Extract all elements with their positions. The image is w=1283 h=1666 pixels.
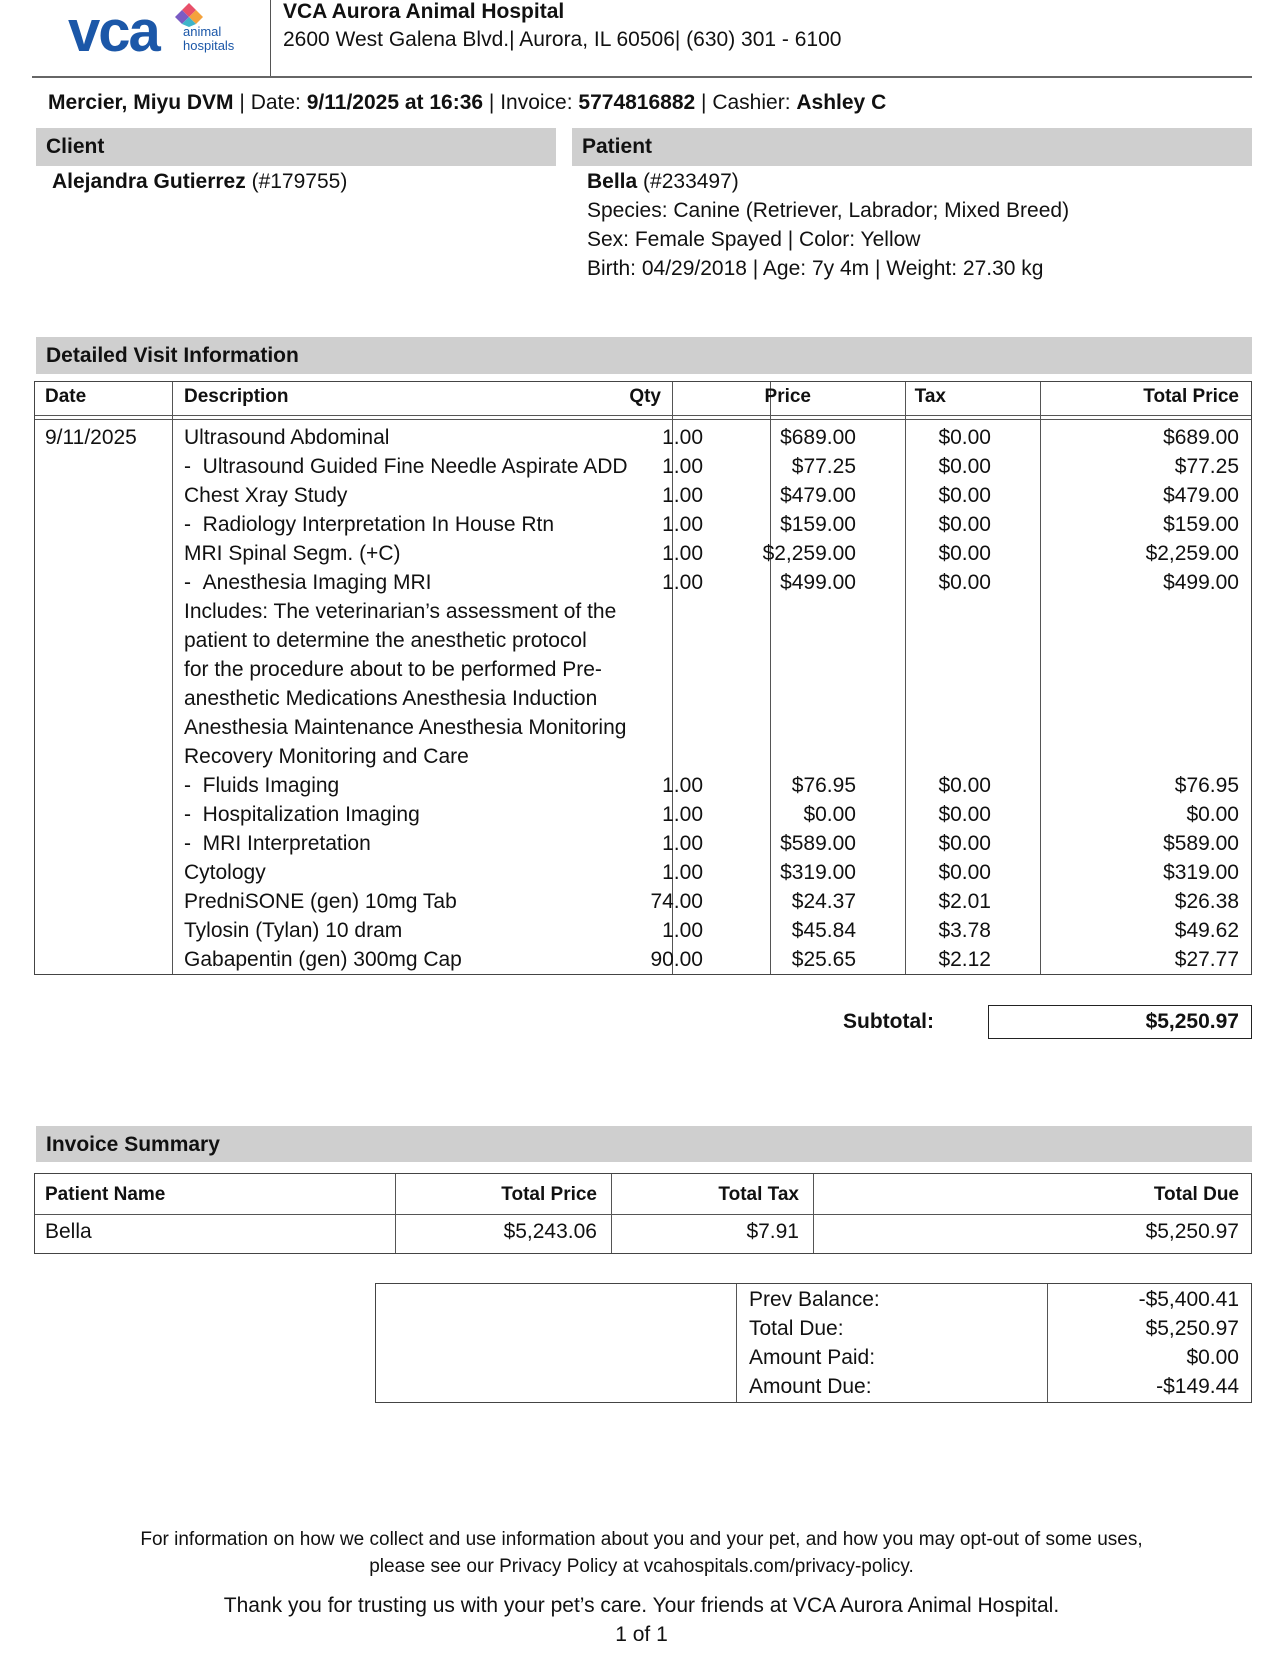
- includes-text-line: for the procedure about to be performed Pre-: [184, 658, 602, 681]
- sub-item-dash: -: [184, 455, 203, 478]
- privacy-notice-line-2: please see our Privacy Policy at vcahospitals.com/privacy-policy.: [369, 1556, 914, 1577]
- line-item-price: $159.00: [780, 513, 856, 536]
- line-item-tax: $0.00: [938, 542, 991, 565]
- line-item-tax: $0.00: [938, 426, 991, 449]
- line-item-total: $26.38: [1174, 890, 1239, 913]
- line-item-tax: $2.01: [938, 890, 991, 913]
- line-item-price: $689.00: [780, 426, 856, 449]
- line-item-qty: 1.00: [662, 832, 703, 855]
- line-item-description: [184, 861, 266, 885]
- line-item-total: $689.00: [1163, 426, 1239, 449]
- line-item-qty: 1.00: [662, 426, 703, 449]
- line-item-text: Tylosin (Tylan) 10 dram: [184, 919, 403, 942]
- includes-text-line: patient to determine the anesthetic protocol: [184, 629, 587, 652]
- summary-total-price: $5,243.06: [503, 1220, 597, 1243]
- line-item-description: [184, 774, 339, 798]
- prev-balance-label: Prev Balance:: [749, 1288, 880, 1311]
- line-item-total: $49.62: [1174, 919, 1239, 942]
- line-item-text: Ultrasound Guided Fine Needle Aspirate ADD: [202, 455, 628, 478]
- line-item-price: $77.25: [791, 455, 856, 478]
- line-item-description: [184, 948, 462, 972]
- line-item-text: Gabapentin (gen) 300mg Cap: [184, 948, 462, 971]
- col-header-tax: Tax: [914, 386, 946, 407]
- header-separator: [35, 1214, 1251, 1215]
- col-header-total-price: Total Price: [501, 1184, 597, 1205]
- client-name: Alejandra Gutierrez (#179755): [52, 170, 348, 193]
- col-header-description: Description: [184, 386, 289, 407]
- line-item-tax: $0.00: [938, 571, 991, 594]
- line-item-text: MRI Spinal Segm. (+C): [184, 542, 401, 565]
- privacy-notice-line-1: For information on how we collect and use information about you and your pet, and how you may opt-out of some uses,: [140, 1529, 1143, 1550]
- invoice-number: 5774816882: [578, 91, 696, 114]
- amount-paid-label: Amount Paid:: [749, 1346, 876, 1369]
- line-item-price: $479.00: [780, 484, 856, 507]
- line-item-price: $24.37: [791, 890, 856, 913]
- line-item-total: $499.00: [1163, 571, 1239, 594]
- line-item-tax: $0.00: [938, 484, 991, 507]
- line-item-qty: 1.00: [662, 455, 703, 478]
- col-divider: [736, 1284, 737, 1402]
- includes-text-line: Recovery Monitoring and Care: [184, 745, 469, 768]
- col-divider: [905, 382, 906, 974]
- total-due-label: Total Due:: [749, 1317, 844, 1340]
- line-item-description: [184, 919, 402, 943]
- line-item-qty: 1.00: [662, 542, 703, 565]
- detail-table: [34, 381, 1252, 975]
- hospital-address: 2600 West Galena Blvd.| Aurora, IL 60506| (630) 301 - 6100: [283, 28, 842, 51]
- patient-heading: Patient: [572, 128, 1252, 166]
- line-item-total: $2,259.00: [1145, 542, 1239, 565]
- page-number: 1 of 1: [615, 1623, 668, 1646]
- line-item-price: $0.00: [803, 803, 856, 826]
- line-item-description: [184, 484, 347, 508]
- header-separator: [35, 415, 1251, 420]
- header-divider: [270, 0, 271, 76]
- sub-item-dash: -: [184, 774, 203, 797]
- includes-text-line: Anesthesia Maintenance Anesthesia Monitoring: [184, 716, 627, 739]
- amount-due-value: -$149.44: [1156, 1375, 1239, 1398]
- line-item-qty: 1.00: [662, 513, 703, 536]
- line-item-qty: 1.00: [662, 803, 703, 826]
- line-item-price: $25.65: [791, 948, 856, 971]
- line-item-qty: 74.00: [650, 890, 703, 913]
- col-divider: [770, 382, 771, 974]
- includes-text-line: Includes: The veterinarian’s assessment of the: [184, 600, 617, 623]
- line-item-description: [184, 513, 554, 537]
- line-item-total: $479.00: [1163, 484, 1239, 507]
- line-item-total: $76.95: [1174, 774, 1239, 797]
- amount-paid-value: $0.00: [1186, 1346, 1239, 1369]
- sub-item-dash: -: [184, 803, 203, 826]
- prev-balance-value: -$5,400.41: [1138, 1288, 1239, 1311]
- patient-birth: Birth: 04/29/2018 | Age: 7y 4m | Weight: 27.30 kg: [587, 257, 1044, 280]
- doctor-name: Mercier, Miyu DVM: [48, 91, 234, 114]
- balance-table: [375, 1283, 1252, 1403]
- col-divider: [1047, 1284, 1048, 1402]
- sub-item-dash: -: [184, 832, 203, 855]
- line-item-total: $27.77: [1174, 948, 1239, 971]
- line-item-price: $319.00: [780, 861, 856, 884]
- line-item-tax: $0.00: [938, 803, 991, 826]
- line-item-text: Cytology: [184, 861, 266, 884]
- line-item-qty: 1.00: [662, 571, 703, 594]
- visit-info-line: Mercier, Miyu DVM | Date: 9/11/2025 at 16:36 | Invoice: 5774816882 | Cashier: Ashley C: [48, 91, 887, 114]
- line-item-qty: 90.00: [650, 948, 703, 971]
- line-item-description: [184, 890, 457, 914]
- line-item-qty: 1.00: [662, 861, 703, 884]
- summary-patient-name: Bella: [45, 1220, 92, 1243]
- line-item-price: $589.00: [780, 832, 856, 855]
- col-header-qty: Qty: [629, 386, 661, 407]
- sub-item-dash: -: [184, 571, 203, 594]
- summary-total-due: $5,250.97: [1145, 1220, 1239, 1243]
- total-due-value: $5,250.97: [1145, 1317, 1239, 1340]
- subtotal-value: $5,250.97: [1145, 1010, 1239, 1033]
- line-item-text: PredniSONE (gen) 10mg Tab: [184, 890, 457, 913]
- summary-heading: Invoice Summary: [36, 1126, 1252, 1162]
- subtotal-box: [988, 1005, 1252, 1039]
- line-item-description: [184, 455, 628, 479]
- line-item-text: Anesthesia Imaging MRI: [202, 571, 432, 594]
- col-divider: [1040, 382, 1041, 974]
- line-item-tax: $2.12: [938, 948, 991, 971]
- line-item-price: $499.00: [780, 571, 856, 594]
- line-item-price: $2,259.00: [762, 542, 856, 565]
- sub-item-dash: -: [184, 513, 203, 536]
- amount-due-label: Amount Due:: [749, 1375, 872, 1398]
- line-item-total: $159.00: [1163, 513, 1239, 536]
- col-header-date: Date: [45, 386, 87, 407]
- thank-you-note: Thank you for trusting us with your pet’s care. Your friends at VCA Aurora Animal Hospital.: [223, 1594, 1060, 1617]
- col-header-total-due: Total Due: [1153, 1184, 1239, 1205]
- line-item-qty: 1.00: [662, 774, 703, 797]
- line-item-tax: $0.00: [938, 832, 991, 855]
- line-item-tax: $0.00: [938, 774, 991, 797]
- patient-sex-color: Sex: Female Spayed | Color: Yellow: [587, 228, 921, 251]
- line-item-text: Chest Xray Study: [184, 484, 348, 507]
- cashier-name: Ashley C: [796, 91, 887, 114]
- line-item-description: [184, 803, 420, 827]
- col-header-total-price: Total Price: [1143, 386, 1239, 407]
- line-item-text: Ultrasound Abdominal: [184, 426, 390, 449]
- line-item-text: Radiology Interpretation In House Rtn: [202, 513, 555, 536]
- line-item-description: [184, 542, 400, 566]
- line-item-qty: 1.00: [662, 484, 703, 507]
- summary-table: [34, 1173, 1252, 1254]
- detail-heading: Detailed Visit Information: [36, 337, 1252, 374]
- vca-logo: [68, 0, 248, 64]
- summary-total-tax: $7.91: [746, 1220, 799, 1243]
- line-item-text: Hospitalization Imaging: [202, 803, 420, 826]
- row-date: 9/11/2025: [45, 426, 137, 449]
- line-item-description: [184, 426, 389, 450]
- patient-species: Species: Canine (Retriever, Labrador; Mixed Breed): [587, 199, 1070, 222]
- line-item-tax: $3.78: [938, 919, 991, 942]
- col-header-price: Price: [764, 386, 811, 407]
- patient-name: Bella (#233497): [587, 170, 739, 193]
- col-divider: [172, 382, 173, 974]
- line-item-qty: 1.00: [662, 919, 703, 942]
- header-rule: [32, 76, 1252, 78]
- subtotal-label: Subtotal:: [843, 1010, 934, 1033]
- line-item-text: MRI Interpretation: [202, 832, 371, 855]
- line-item-price: $76.95: [791, 774, 856, 797]
- line-item-price: $45.84: [791, 919, 856, 942]
- visit-date: 9/11/2025 at 16:36: [306, 91, 484, 114]
- line-item-total: $0.00: [1186, 803, 1239, 826]
- hospital-name: VCA Aurora Animal Hospital: [283, 0, 565, 23]
- line-item-text: Fluids Imaging: [202, 774, 340, 797]
- line-item-tax: $0.00: [938, 861, 991, 884]
- line-item-tax: $0.00: [938, 455, 991, 478]
- col-header-patient-name: Patient Name: [45, 1184, 166, 1205]
- line-item-total: $77.25: [1174, 455, 1239, 478]
- line-item-description: [184, 832, 371, 856]
- line-item-total: $589.00: [1163, 832, 1239, 855]
- line-item-tax: $0.00: [938, 513, 991, 536]
- logo-wordmark: vca: [68, 0, 159, 64]
- includes-text-line: anesthetic Medications Anesthesia Induction: [184, 687, 598, 710]
- line-item-description: [184, 571, 431, 595]
- line-item-total: $319.00: [1163, 861, 1239, 884]
- logo-subtitle: animal hospitals: [183, 24, 235, 53]
- col-header-total-tax: Total Tax: [718, 1184, 799, 1205]
- client-heading: Client: [36, 128, 556, 166]
